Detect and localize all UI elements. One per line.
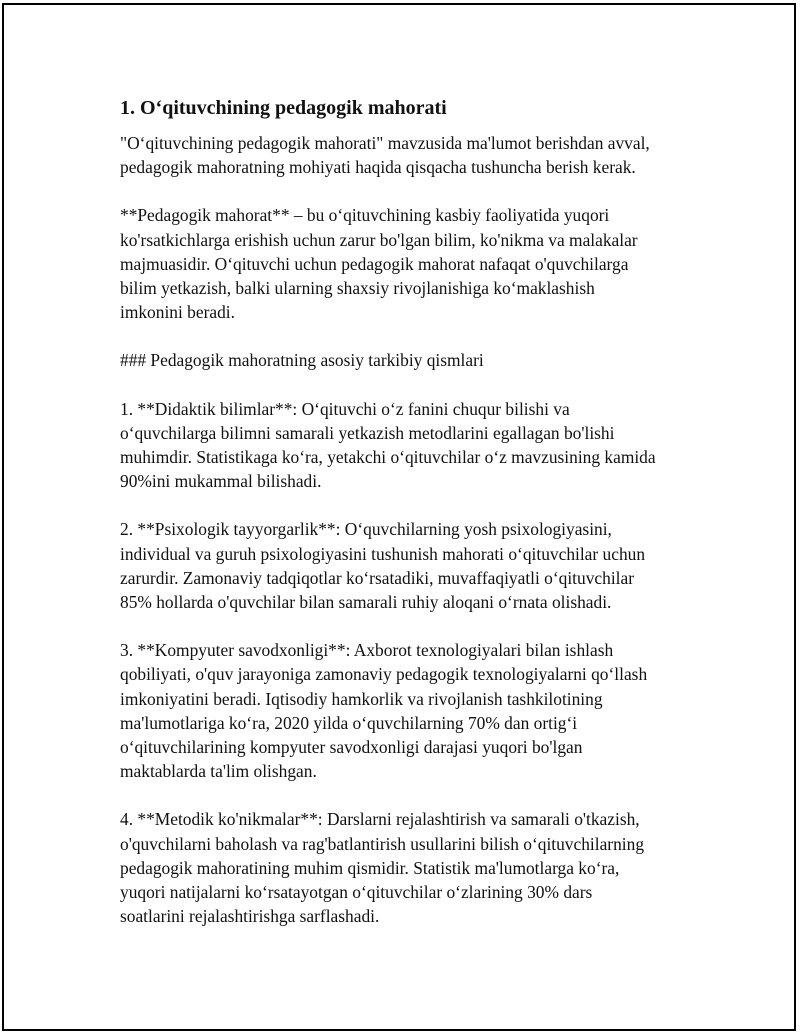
list-item-psychological: 2. **Psixologik tayyorgarlik**: O‘quvchilarning yosh psixologiyasini, individual va guruh psixologiyasini tushunish mahorati o‘qituvchilar uchun zarurdir. Zamonaviy tadqiqotlar ko‘rsatadiki, muvaffaqiyatli o‘qituvchilar 85% hollarda o'quvchilar bilan samarali ruhiy aloqani o‘rnata olishadi. [120, 519, 646, 613]
list-item-methodical: 4. **Metodik ko'nikmalar**: Darslarni rejalashtirish va samarali o'tkazish, o'quvchilarni baholash va rag'batlantirish usullarini bilish o‘qituvchilarning pedagogik mahoratining muhim qismidir. Statistik ma'lumotlarga ko‘ra, yuqori natijalarni ko‘rsatayotgan o‘qituvchilar o‘zlarining 30% dars soatlarini rejalashtirishga sarflashadi. [120, 809, 645, 927]
document-title: 1. O‘qituvchining pedagogik mahorati [120, 97, 447, 119]
list-item-didactic: 1. **Didaktik bilimlar**: O‘qituvchi o‘z fanini chuqur bilishi va o‘quvchilarga bilimni samarali yetkazish metodlarini egallagan bo'lishi muhimdir. Statistikaga ko‘ra, yetakchi o‘qituvchilar o‘z mavzusining kamida 90%ini mukammal bilishadi. [120, 398, 656, 492]
intro-paragraph: "O‘qituvchining pedagogik mahorati" mavzusida ma'lumot berishdan avval, pedagogik mahoratning mohiyati haqida qisqacha tushuncha berish kerak. [120, 133, 650, 178]
document-page [2, 3, 796, 1031]
list-item-computer-literacy: 3. **Kompyuter savodxonligi**: Axborot texnologiyalari bilan ishlash qobiliyati, o'quv jarayoniga zamonaviy pedagogik texnologiyalarni qo‘llash imkoniyatini beradi. Iqtisodiy hamkorlik va rivojlanish tashkilotining ma'lumotlariga ko‘ra, 2020 yilda o‘quvchilarning 70% dan ortig‘i o‘qituvchilarining kompyuter savodxonligi darajasi yuqori bo'lgan maktablarda ta'lim olishgan. [120, 640, 648, 782]
definition-paragraph: **Pedagogik mahorat** – bu o‘qituvchining kasbiy faoliyatida yuqori ko'rsatkichlarga erishish uchun zarur bo'lgan bilim, ko'nikma va malakalar majmuasidir. O‘qituvchi uchun pedagogik mahorat nafaqat o'quvchilarga bilim yetkazish, balki ularning shaxsiy rivojlanishiga ko‘maklashish imkonini beradi. [120, 205, 638, 323]
document-content [120, 95, 720, 952]
section-heading: ### Pedagogik mahoratning asosiy tarkibiy qismlari [120, 350, 484, 371]
